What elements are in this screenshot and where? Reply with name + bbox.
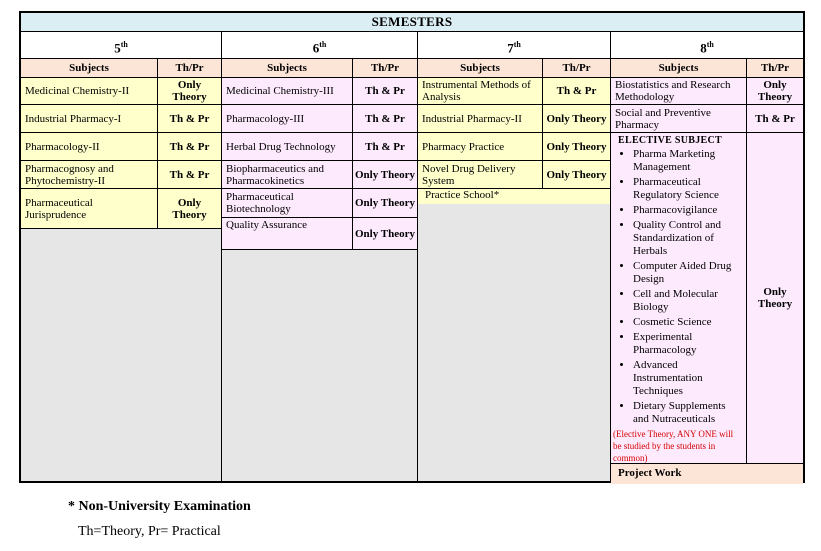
table-row <box>21 78 221 105</box>
thpr-cell: Th & Pr <box>556 85 597 97</box>
empty-area <box>222 250 417 481</box>
subject-cell: Medicinal Chemistry-III <box>222 78 353 104</box>
table-row <box>21 161 221 189</box>
thpr-cell: Only Theory <box>355 197 416 209</box>
thpr-cell: Th & Pr <box>169 112 210 125</box>
list-item: • Pharma Marketing Management <box>633 148 742 174</box>
subject-cell: Biopharmaceutics and Pharmacokinetics <box>222 161 353 188</box>
semester-5-header: 5th <box>21 32 221 59</box>
practice-school: Practice School* <box>418 189 610 205</box>
thpr-cell: Only Theory <box>355 227 416 240</box>
list-item: • Cosmetic Science <box>633 316 742 329</box>
table-row <box>222 161 417 189</box>
project-work: Project Work <box>611 464 803 484</box>
thpr-cell: Th & Pr <box>365 85 405 97</box>
thpr-cell: Only Theory <box>546 112 607 125</box>
table-title: SEMESTERS <box>21 13 803 32</box>
thpr-cell: Only Theory <box>757 79 793 103</box>
list-item: • Experimental Pharmacology <box>633 331 742 357</box>
subjects-header: Subjects <box>222 59 353 77</box>
elective-row <box>611 133 803 464</box>
table-row <box>418 133 610 161</box>
semesters-table <box>19 11 805 483</box>
subjects-header: Subjects <box>21 59 158 77</box>
semester-6-column <box>222 32 418 481</box>
subjects-header: Subjects <box>418 59 543 77</box>
subject-cell: Medicinal Chemistry-II <box>21 78 158 104</box>
table-row <box>611 78 803 105</box>
table-row <box>222 218 417 250</box>
subject-cell: Pharmacy Practice <box>418 133 543 160</box>
elective-heading: ELECTIVE SUBJECT <box>618 135 722 146</box>
elective-note: (Elective Theory, ANY ONE will be studied by the students in common) <box>613 429 734 463</box>
subject-cell: Pharmacology-III <box>222 105 353 132</box>
elective-list <box>618 148 742 426</box>
semester-5-column-headers <box>21 59 221 78</box>
thpr-header: Th/Pr <box>760 62 790 74</box>
legend: Th=Theory, Pr= Practical <box>78 524 221 539</box>
thpr-header: Th/Pr <box>562 62 591 74</box>
thpr-cell: Only Theory <box>172 79 207 103</box>
thpr-cell: Th & Pr <box>169 140 210 153</box>
semester-6-column-headers <box>222 59 417 78</box>
table-row <box>222 189 417 218</box>
subject-cell: Pharmaceutical Jurisprudence <box>21 189 158 228</box>
list-item: • Computer Aided Drug Design <box>633 260 742 286</box>
subject-cell: Quality Assurance <box>222 218 353 249</box>
thpr-cell: Only Theory <box>355 168 416 181</box>
table-row <box>222 78 417 105</box>
subject-cell: Social and Preventive Pharmacy <box>611 105 747 132</box>
elective-cell <box>611 133 747 463</box>
table-row <box>222 133 417 161</box>
subject-cell: Instrumental Methods of Analysis <box>418 78 543 104</box>
list-item: • Pharmaceutical Regulatory Science <box>633 176 742 202</box>
table-row <box>222 105 417 133</box>
thpr-cell: Only Theory <box>757 286 793 310</box>
thpr-cell: Only Theory <box>546 140 607 153</box>
thpr-header: Th/Pr <box>175 62 204 74</box>
semester-7-column-headers <box>418 59 610 78</box>
subject-cell: Industrial Pharmacy-I <box>21 105 158 132</box>
table-row <box>611 105 803 133</box>
semester-8-column-headers <box>611 59 803 78</box>
thpr-cell: Th & Pr <box>365 140 405 153</box>
subject-cell: Biostatistics and Research Methodology <box>611 78 747 104</box>
table-row <box>21 133 221 161</box>
list-item: • Quality Control and Standardization of Herbals <box>633 219 742 258</box>
subject-cell: Novel Drug Delivery System <box>418 161 543 188</box>
semester-8-header: 8th <box>611 32 803 59</box>
empty-area <box>418 204 610 481</box>
subjects-header: Subjects <box>611 59 747 77</box>
thpr-header: Th/Pr <box>370 62 400 74</box>
table-row <box>418 105 610 133</box>
list-item: • Advanced Instrumentation Techniques <box>633 359 742 398</box>
subject-cell: Pharmacognosy and Phytochemistry-II <box>21 161 158 188</box>
thpr-cell: Only Theory <box>172 196 207 221</box>
thpr-cell: Th & Pr <box>755 112 795 125</box>
table-row <box>418 78 610 105</box>
subject-cell: Pharmacology-II <box>21 133 158 160</box>
list-item: • Pharmacovigilance <box>633 204 742 217</box>
table-row <box>21 189 221 229</box>
subject-cell: Herbal Drug Technology <box>222 133 353 160</box>
thpr-cell: Only Theory <box>546 168 607 181</box>
semester-6-header: 6th <box>222 32 417 59</box>
list-item: • Dietary Supplements and Nutraceuticals <box>633 400 742 426</box>
semester-8-column <box>611 32 803 481</box>
list-item: • Cell and Molecular Biology <box>633 288 742 314</box>
subject-cell: Pharmaceutical Biotechnology <box>222 189 353 217</box>
semester-7-header: 7th <box>418 32 610 59</box>
empty-area <box>21 229 221 481</box>
table-row <box>418 161 610 189</box>
subject-cell: Industrial Pharmacy-II <box>418 105 543 132</box>
footnote: * Non-University Examination <box>68 499 251 514</box>
thpr-cell: Th & Pr <box>365 112 405 125</box>
semester-5-column <box>21 32 222 481</box>
table-row <box>21 105 221 133</box>
semester-7-column <box>418 32 611 481</box>
thpr-cell: Th & Pr <box>169 168 210 181</box>
